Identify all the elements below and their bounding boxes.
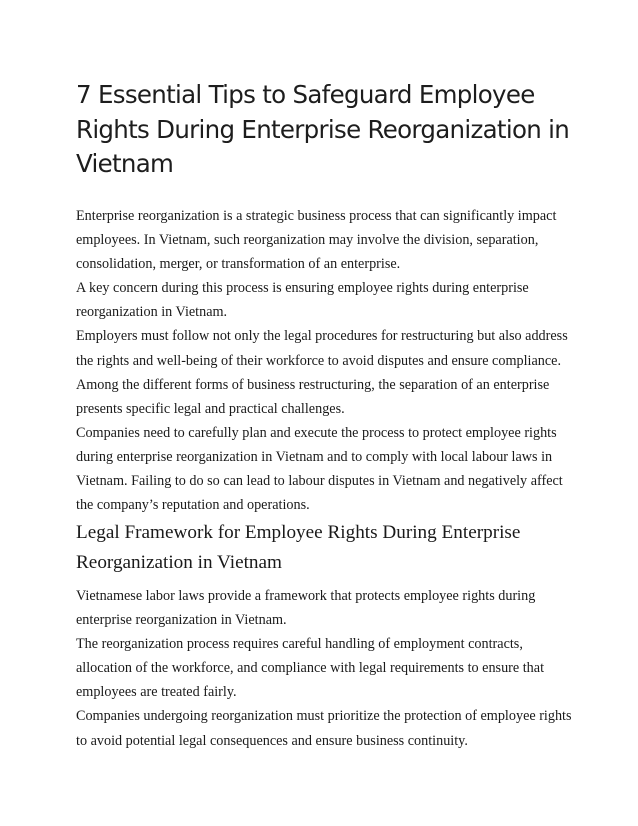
paragraph: Employers must follow not only the legal procedures for restructuring but also address the rights and well-being of their workforce to avoid disputes and ensure compliance.: [76, 328, 568, 369]
paragraph: Among the different forms of business restructuring, the separation of an enterprise presents specific legal and practical challenges.: [76, 376, 550, 417]
paragraph: The reorganization process requires careful handling of employment contracts, allocation of the workforce, and compliance with legal requirements to ensure that employees are treated fairly.: [76, 636, 545, 701]
intro-section: [76, 204, 576, 517]
paragraph: A key concern during this process is ensuring employee rights during enterprise reorganization in Vietnam.: [76, 280, 529, 321]
section-heading: Legal Framework for Employee Rights During Enterprise Reorganization in Vietnam: [76, 522, 521, 573]
paragraph: Companies undergoing reorganization must prioritize the protection of employee rights to avoid potential legal consequences and ensure business continuity.: [76, 708, 572, 749]
paragraph: Companies need to carefully plan and execute the process to protect employee rights during enterprise reorganization in Vietnam and to comply with local labour laws in Vietnam. Failing to do so can lead to labour disputes in Vietnam and negatively affect the company’s reputation and operations.: [76, 424, 563, 514]
paragraph: Vietnamese labor laws provide a framework that protects employee rights during enterprise reorganization in Vietnam.: [76, 588, 536, 629]
document-title: 7 Essential Tips to Safeguard Employee Rights During Enterprise Reorganization in Vietnam: [76, 80, 570, 178]
paragraph: Enterprise reorganization is a strategic business process that can significantly impact employees. In Vietnam, such reorganization may involve the division, separation, consolidation, merger, or transformation of an enterprise.: [76, 208, 557, 273]
legal-framework-section: [76, 584, 576, 753]
